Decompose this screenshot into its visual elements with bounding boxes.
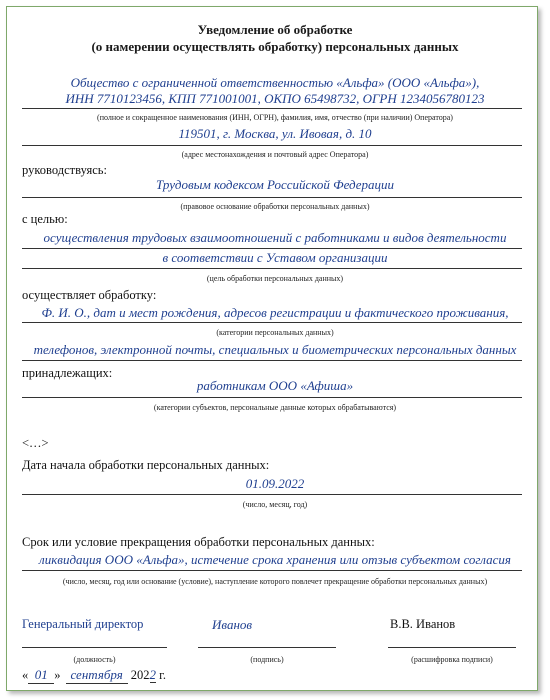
name-decoded-value: В.В. Иванов <box>390 617 456 631</box>
operator-caption: (полное и сокращенное наименования (ИНН, ОГРН), фамилия, имя, отчество (при наличии) Оператора) <box>97 113 453 122</box>
signature-underline <box>198 647 336 648</box>
legal-basis-underline <box>22 197 522 198</box>
title-line-2: (о намерении осуществлять обработку) персональных данных <box>91 39 459 54</box>
purpose-underline-1 <box>22 248 522 249</box>
position-underline <box>22 647 167 648</box>
legal-basis: Трудовым кодексом Российской Федерации <box>155 177 395 192</box>
purpose-caption: (цель обработки персональных данных) <box>206 274 344 283</box>
purpose-line-1: осуществления трудовых взаимоотношений с работниками и видов деятельности <box>43 230 507 245</box>
position-value: Генеральный директор <box>22 617 144 631</box>
end-condition-underline <box>22 570 522 571</box>
belonging-label: принадлежащих: <box>22 366 113 380</box>
date-quote-close: » <box>54 668 61 682</box>
categories-underline-1 <box>22 322 522 323</box>
purpose-label: с целью: <box>22 212 68 226</box>
date-year-suffix: г. <box>159 668 166 682</box>
subjects-value: работникам ООО «Афиша» <box>196 378 354 393</box>
signature-caption: (подпись) <box>250 655 284 664</box>
start-date-value: 01.09.2022 <box>245 476 305 491</box>
subjects-caption: (категории субъектов, персональные данные которых обрабатываются) <box>153 403 397 412</box>
operator-name <box>10 75 540 107</box>
name-caption: (расшифровка подписи) <box>411 655 493 664</box>
date-year-digit: 2 <box>149 667 156 682</box>
end-condition-caption: (число, месяц, год или основание (условие), наступление которого повлечет прекращение обработки персональных данных) <box>62 577 488 586</box>
name-underline <box>388 647 516 648</box>
date-quote-open: « <box>22 668 29 682</box>
start-date-underline <box>22 494 522 495</box>
legal-basis-caption: (правовое основание обработки персональных данных) <box>180 202 370 211</box>
subjects-underline <box>22 397 522 398</box>
processing-label: осуществляет обработку: <box>22 288 157 302</box>
signature-value: Иванов <box>212 617 253 632</box>
position-caption: (должность) <box>73 655 116 664</box>
operator-line-1: Общество с ограниченной ответственностью «Альфа» (ООО «Альфа»), <box>70 75 480 90</box>
title-line-1: Уведомление об обработке <box>197 22 353 37</box>
start-date-label: Дата начала обработки персональных данных: <box>22 458 270 472</box>
date-month: сентября <box>66 667 128 684</box>
purpose-underline-2 <box>22 268 522 269</box>
categories-caption: (категории персональных данных) <box>216 328 334 337</box>
end-condition-value: ликвидация ООО «Альфа», истечение срока хранения или отзыв субъектом согласия <box>39 552 511 567</box>
signing-date <box>22 667 166 684</box>
document-title <box>0 21 550 55</box>
address-underline <box>22 145 522 146</box>
operator-address: 119501, г. Москва, ул. Ивовая, д. 10 <box>178 126 372 141</box>
purpose-line-2: в соответствии с Уставом организации <box>162 250 388 265</box>
guided-label: руководствуясь: <box>22 163 107 177</box>
start-date-caption: (число, месяц, год) <box>242 500 308 509</box>
categories-line-2: телефонов, электронной почты, специальных и биометрических персональных данных <box>33 342 517 357</box>
categories-underline-2 <box>22 360 522 361</box>
operator-underline <box>22 108 522 109</box>
address-caption: (адрес местонахождения и почтовый адрес Оператора) <box>181 150 369 159</box>
omission-marker: <…> <box>22 436 49 450</box>
operator-line-2: ИНН 7710123456, КПП 771001001, ОКПО 65498732, ОГРН 1234056780123 <box>65 91 485 106</box>
categories-line-1: Ф. И. О., дат и мест рождения, адресов регистрации и фактического проживания, <box>41 305 509 320</box>
date-year-prefix: 202 <box>130 668 150 682</box>
date-day: 01 <box>28 667 54 684</box>
end-condition-label: Срок или условие прекращения обработки персональных данных: <box>22 535 375 549</box>
